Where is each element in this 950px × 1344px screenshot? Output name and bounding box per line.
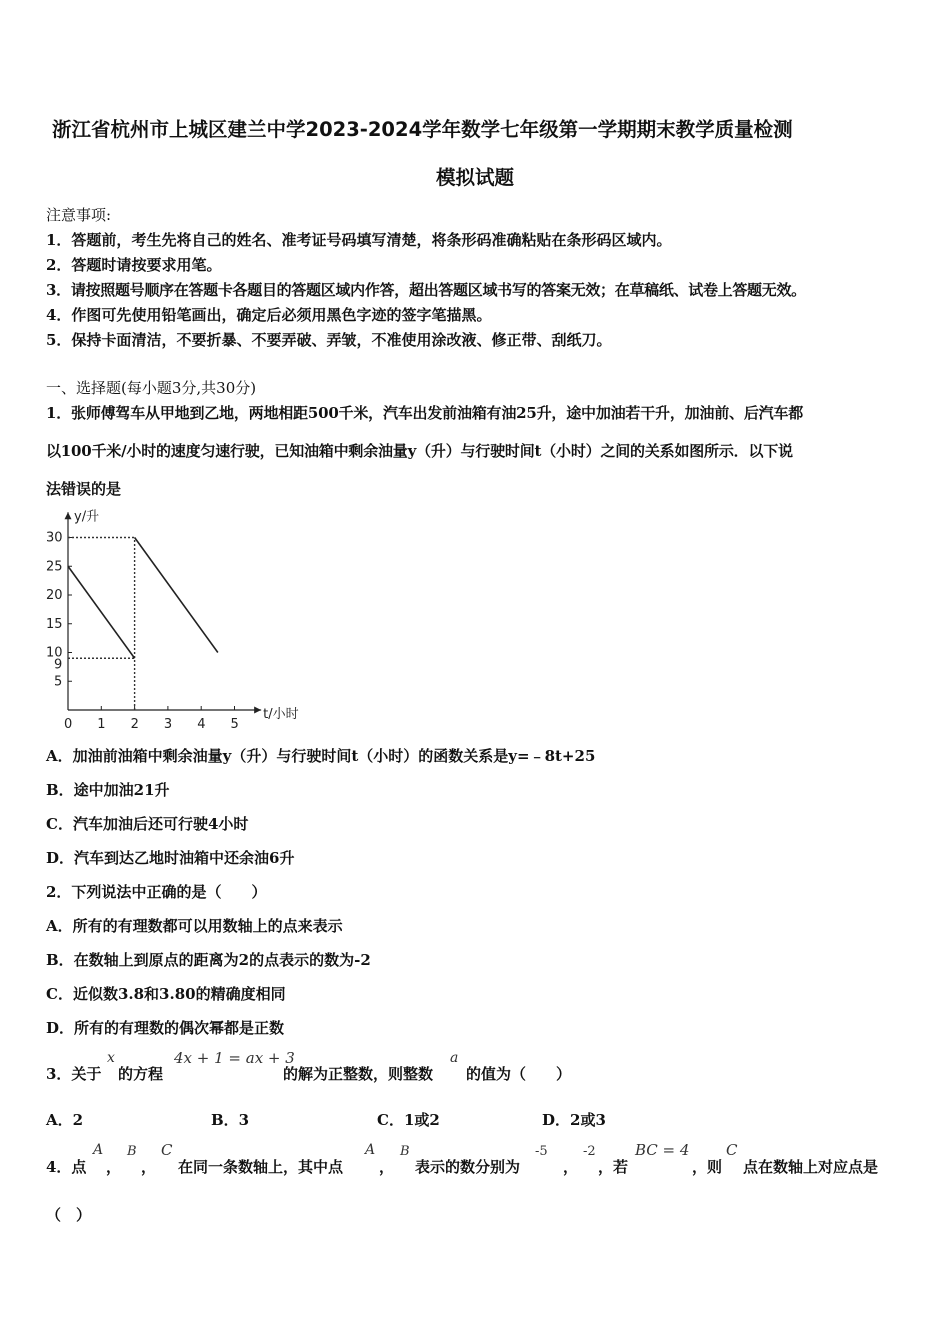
note-item-5: 5．保持卡面清洁，不要折暴、不要弄破、弄皱，不准使用涂改液、修正带、刮纸刀。	[46, 331, 612, 349]
y-tick-label: 20	[46, 588, 63, 603]
q4-text-6: 点在数轴上对应点是	[743, 1158, 879, 1176]
q4-comma-1: ，	[106, 1158, 122, 1176]
note-item-4: 4．作图可先使用铅笔画出，确定后必须用黑色字迹的签字笔描黑。	[46, 306, 492, 324]
y-tick-label: 30	[46, 530, 63, 546]
fuel-chart	[30, 500, 330, 740]
section-heading: 一、选择题(每小题3分,共30分)	[46, 379, 257, 397]
q3-option-d: D．2或3	[542, 1111, 606, 1129]
q4-point-a: A	[93, 1142, 104, 1158]
x-tick-label: 5	[230, 717, 239, 732]
q1-stem-line2: 以100千米/小时的速度匀速行驶，已知油箱中剩余油量y（升）与行驶时间t（小时）之间的关系如图所示．以下说	[46, 442, 793, 460]
note-item-3: 3．请按照题号顺序在答题卡各题目的答题区域内作答，超出答题区域书写的答案无效；在草稿纸、试卷上答题无效。	[46, 281, 806, 299]
q3-text-2: 的方程	[118, 1065, 164, 1083]
q4-text-2: 在同一条数轴上，其中点	[178, 1158, 344, 1176]
q4-value-2: -2	[583, 1144, 596, 1159]
y-tick-label: 15	[46, 616, 63, 632]
paper-title-line2: 模拟试题	[435, 166, 514, 189]
q4-text-5: ，则	[692, 1158, 723, 1176]
q2-option-a: A．所有的有理数都可以用数轴上的点来表示	[46, 917, 343, 935]
y-axis-label: y/升	[74, 509, 100, 525]
q4-answer-paren: （ ）	[46, 1206, 92, 1224]
q3-equation: 4x + 1 = ax + 3	[174, 1049, 295, 1067]
q1-option-d: D．汽车到达乙地时油箱中还余油6升	[46, 849, 295, 867]
q2-stem: 2．下列说法中正确的是（ ）	[46, 883, 267, 901]
q4-point-c2: C	[726, 1141, 738, 1159]
x-axis-label: t/小时	[263, 707, 299, 722]
q3-text-4: 的值为（ ）	[466, 1065, 572, 1083]
y-tick-label: 25	[46, 559, 63, 575]
q1-stem-line1: 1．张师傅驾车从甲地到乙地，两地相距500千米，汽车出发前油箱有油25升，途中加油若干升，加油前、后汽车都	[46, 404, 804, 422]
q4-text-1: 4．点	[46, 1158, 87, 1176]
y-tick-label: 10	[46, 645, 63, 661]
paper-title-line1: 浙江省杭州市上城区建兰中学2023-2024学年数学七年级第一学期期末教学质量检测	[52, 118, 793, 141]
q4-bc-equation: BC = 4	[635, 1141, 690, 1159]
q1-option-c: C．汽车加油后还可行驶4小时	[46, 815, 249, 833]
x-tick-label: 2	[130, 717, 139, 732]
q2-option-c: C．近似数3.8和3.80的精确度相同	[46, 985, 286, 1003]
q4-comma-4: ，	[563, 1158, 579, 1176]
q1-option-b: B．途中加油21升	[46, 781, 170, 799]
q3-text-3: 的解为正整数，则整数	[283, 1065, 434, 1083]
x-axis-arrow-icon	[254, 707, 261, 714]
note-item-2: 2．答题时请按要求用笔。	[46, 256, 222, 274]
q3-text-1: 3．关于	[46, 1065, 102, 1083]
series-line-1	[68, 566, 135, 658]
q4-value-1: -5	[535, 1144, 548, 1159]
q1-stem-line3: 法错误的是	[46, 480, 122, 498]
q3-option-b: B．3	[211, 1111, 250, 1129]
series-line-2	[135, 538, 218, 653]
y-axis-arrow-icon	[65, 512, 72, 519]
x-tick-label: 4	[197, 717, 206, 732]
q2-option-d: D．所有的有理数的偶次幂都是正数	[46, 1019, 285, 1037]
q4-text-4: ，若	[598, 1158, 629, 1176]
x-tick-label: 0	[64, 717, 73, 732]
q4-comma-2: ，	[141, 1158, 157, 1176]
q4-point-c: C	[161, 1141, 173, 1159]
q3-option-c: C．1或2	[377, 1111, 440, 1129]
q2-option-b: B．在数轴上到原点的距离为2的点表示的数为-2	[46, 951, 371, 969]
notes-heading: 注意事项:	[46, 206, 112, 224]
note-item-1: 1．答题前，考生先将自己的姓名、准考证号码填写清楚，将条形码准确粘贴在条形码区域内。	[46, 231, 672, 249]
q4-point-b2: B	[400, 1144, 410, 1159]
q3-var-x: x	[107, 1050, 115, 1066]
q4-point-b: B	[127, 1144, 137, 1159]
q4-comma-3: ，	[379, 1158, 395, 1176]
x-tick-label: 1	[97, 717, 106, 732]
y-tick-label: 9	[54, 657, 63, 673]
q3-option-a: A．2	[46, 1111, 84, 1129]
q1-option-a: A．加油前油箱中剩余油量y（升）与行驶时间t（小时）的函数关系是y=﹣8t+25	[46, 747, 596, 765]
q4-text-3: 表示的数分别为	[415, 1158, 521, 1176]
x-tick-label: 3	[163, 717, 173, 732]
q4-point-a2: A	[365, 1142, 376, 1158]
y-tick-label: 5	[54, 674, 63, 690]
q3-var-a: a	[450, 1050, 459, 1066]
